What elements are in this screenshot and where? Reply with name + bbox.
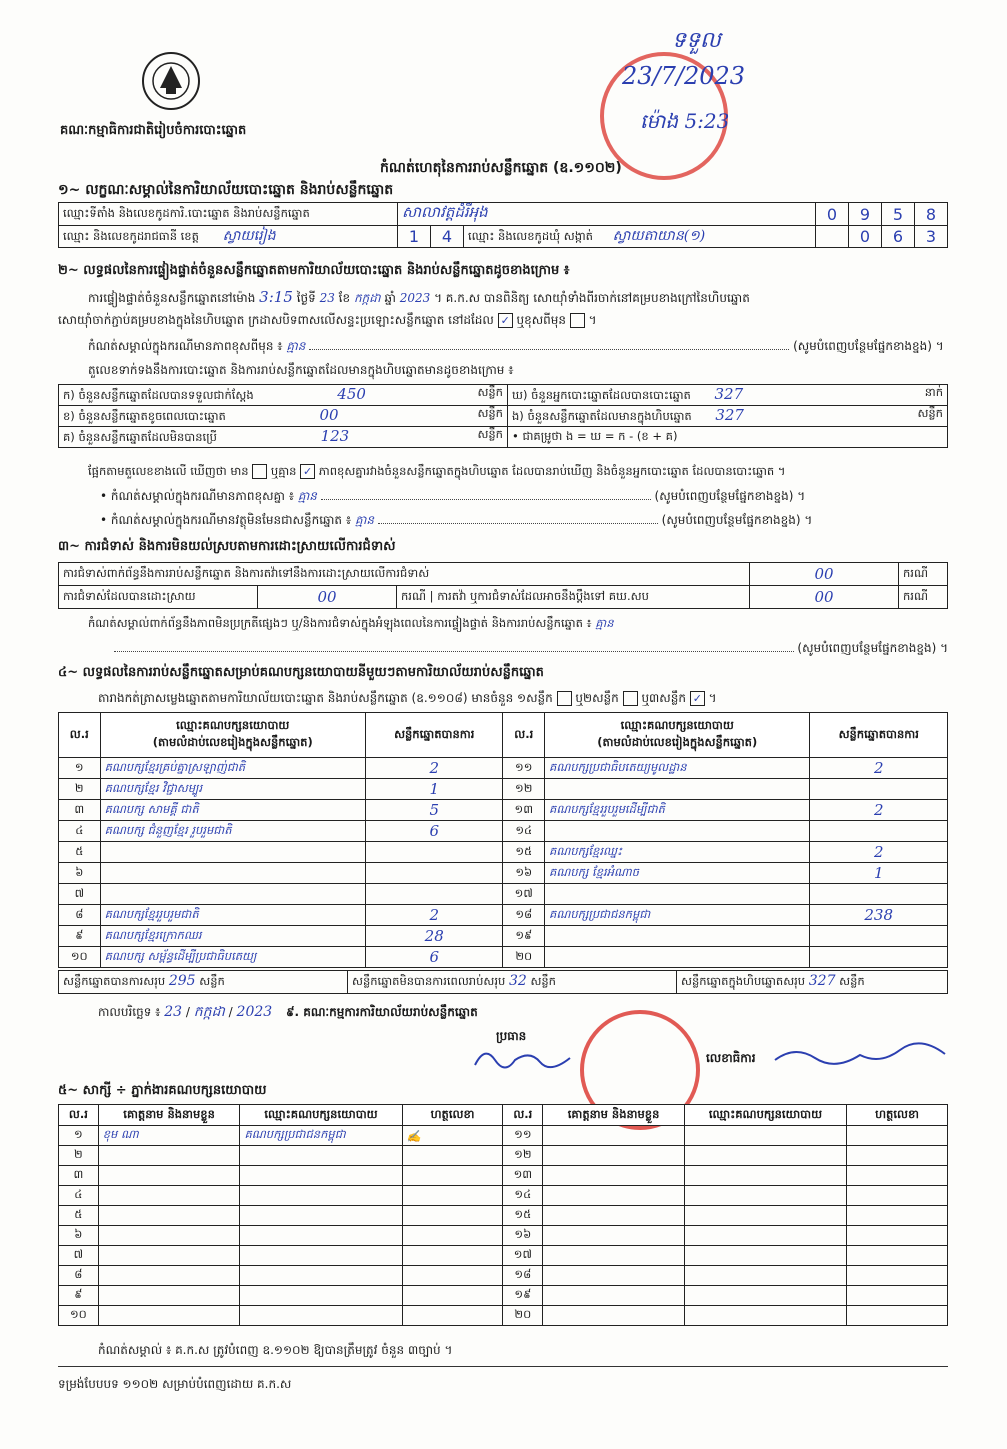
witness-no: ៧ (59, 1246, 99, 1266)
party-name (545, 926, 810, 947)
party-name (100, 884, 365, 905)
commune-value: ស្វាយតាយាន(១) (612, 228, 706, 244)
party-no: ២ (59, 779, 101, 800)
party-no: ១៨ (503, 905, 545, 926)
signing-date: កាលបរិច្ឆេទ ៖ 23 / កក្កដា / 2023 ៩. គណៈកម្មការការិយាល័យរាប់សន្លឹកឆ្នោត (98, 1004, 478, 1020)
location-code-2: 9 (849, 203, 882, 226)
party-votes: 28 (365, 926, 503, 947)
witness-signature (402, 1166, 503, 1186)
witness-party (240, 1246, 402, 1266)
province-code-1: 1 (398, 226, 431, 248)
table-row (59, 884, 948, 905)
no-difference-checkbox[interactable]: ✓ (300, 464, 315, 479)
total-valid: សន្លឹកឆ្នោតបានការសរុប 295 សន្លឹក (59, 971, 348, 994)
complaints-table: ការជំទាស់ពាក់ព័ន្ធនឹងការរាប់សន្លឹកឆ្នោត និងការតវ៉ាទៅនឹងការដោះស្រាយលើការជំទាស់ 00 ករណី ការជំទាស់ដែលបានដោះស្រាយ 00 ករណី | ការតវ៉ា ឬការជំទាស់ដែលអាចនឹងប្តឹងទៅ គឃ.សប 00 ករណី (58, 562, 948, 609)
party-no: ៧ (59, 884, 101, 905)
witness-party (684, 1126, 846, 1146)
province-code-2: 4 (431, 226, 464, 248)
witness-no: ១ (59, 1126, 99, 1146)
witness-no: ៥ (59, 1206, 99, 1226)
complaint-appeal-value: 00 (750, 586, 899, 609)
witness-signature (847, 1206, 948, 1226)
received-date: 23/7/2023 (622, 62, 746, 90)
party-no: ៤ (59, 821, 101, 842)
table-row (59, 1166, 948, 1186)
table-row (59, 926, 948, 947)
party-name: គណបក្សខ្មែរឈ្នះ (545, 842, 810, 863)
witness-signature (847, 1166, 948, 1186)
party-no: ៩ (59, 926, 101, 947)
figures-table (58, 384, 948, 448)
witness-name (98, 1166, 240, 1186)
secretary-label: លេខាធិការ (706, 1051, 756, 1065)
committee-name: គណៈកម្មាធិការជាតិរៀបចំការបោះឆ្នោត (60, 123, 247, 138)
witness-no: ៣ (59, 1166, 99, 1186)
figure-formula: • ជាគម្រូថា ង = ឃ = ក - (ខ + គ) (508, 427, 948, 448)
witness-no: ៨ (59, 1266, 99, 1286)
party-name: គណបក្សខ្មែរ វិជ្ជាសម្បូរ (100, 779, 365, 800)
commune-code-1: 0 (849, 226, 882, 248)
has-difference-checkbox[interactable] (252, 464, 267, 479)
party-name: គណបក្សខ្មែររួបរួមដើម្បីជាតិ (545, 800, 810, 821)
province-value: ស្វាយរៀង (222, 228, 276, 244)
witness-name (98, 1226, 240, 1246)
location-code-1: 0 (816, 203, 849, 226)
party-no: ១៦ (503, 863, 545, 884)
witness-party: គណបក្សប្រជាជនកម្ពុជា (240, 1126, 402, 1146)
party-votes (810, 884, 948, 905)
difference-note-2: • កំណត់សម្គាល់ក្នុងករណីមានភាពខុសគ្នា ៖ គ្មាន (សូមបំពេញបន្ថែមផ្នែកខាងខ្នង) ។ (100, 489, 806, 503)
results-totals (58, 970, 948, 994)
witness-no: ២ (59, 1146, 99, 1166)
witness-signature: ✍ (402, 1126, 503, 1146)
witness-party (684, 1246, 846, 1266)
table-row (59, 863, 948, 884)
party-votes: 2 (365, 758, 503, 779)
party-votes (810, 947, 948, 968)
witness-name (543, 1306, 685, 1326)
party-name: គណបក្សខ្មែរក្រោកឈរ (100, 926, 365, 947)
figure-ngo: ង) ចំនួនសន្លឹកឆ្នោតដែលមានក្នុងហិបឆ្នោត 327 សន្លឹក (508, 406, 948, 427)
witness-name (543, 1286, 685, 1306)
changed-checkbox[interactable] (570, 313, 585, 328)
form-title: កំណត់ហេតុនៃការរាប់សន្លឹកឆ្នោត (ឧ.១១០២) (380, 160, 622, 176)
received-word: ទទួល (672, 28, 721, 53)
irregularity-note: កំណត់សម្គាល់ពាក់ព័ន្ធនឹងភាពមិនប្រក្រតីផ្សេងៗ ឬ/និងការជំទាស់ក្នុងអំឡុងពេលនៃការផ្ទៀងផ្ទាត់ និងការរាប់សន្លឹកឆ្នោត ៖ គ្មាន (88, 616, 614, 630)
difference-note: កំណត់សម្គាល់ក្នុងករណីមានភាពខុសពីមុន ៖ គ្មាន (សូមបំពេញបន្ថែមផ្នែកខាងខ្នង) ។ (88, 339, 944, 353)
party-name: គណបក្សខ្មែររួបរួមជាតិ (100, 905, 365, 926)
party-no: ១២ (503, 779, 545, 800)
witness-no: ៦ (59, 1226, 99, 1246)
difference-statement: ផ្អែកតាមតួលេខខាងលើ ឃើញថា មាន ឬគ្មាន ✓ ភាពខុសគ្នារវាងចំនួនសន្លឹកឆ្នោតក្នុងហិបឆ្នោត ដែលបានរាប់ឃើញ និងចំនួនអ្នកបោះឆ្នោត ដែលបានបោះឆ្នោត ។ (88, 464, 786, 478)
witness-party (684, 1206, 846, 1226)
party-votes (810, 926, 948, 947)
party-name: គណបក្សខ្មែរគ្រប់គ្នាស្រឡាញ់ជាតិ (100, 758, 365, 779)
witness-party (684, 1146, 846, 1166)
witness-signature (847, 1186, 948, 1206)
witness-no: ១០ (59, 1306, 99, 1326)
section4-title: ៤~ លទ្ធផលនៃការរាប់សន្លឹកឆ្នោតសម្រាប់គណបក្សនយោបាយនីមួយៗតាមការិយាល័យរាប់សន្លឹកឆ្នោត (58, 665, 544, 680)
party-votes: 2 (810, 758, 948, 779)
party-votes (365, 884, 503, 905)
witness-no: ២០ (503, 1306, 543, 1326)
table-row (59, 1306, 948, 1326)
witness-no: ១៨ (503, 1266, 543, 1286)
witness-party (240, 1226, 402, 1246)
witness-signature (847, 1306, 948, 1326)
section5-title: ៥~ សាក្សី ÷ ភ្នាក់ងារគណបក្សនយោបាយ (58, 1083, 267, 1098)
location-value: សាលាវត្តដំរីអុង (398, 203, 816, 226)
witness-name (543, 1246, 685, 1266)
party-no: ១៤ (503, 821, 545, 842)
same-checkbox[interactable]: ✓ (498, 313, 513, 328)
complaint-resolved-label: ការជំទាស់ដែលបានដោះស្រាយ (59, 586, 258, 609)
party-votes: 5 (365, 800, 503, 821)
witness-name (98, 1286, 240, 1306)
footer-note: កំណត់សម្គាល់ ៖ គ.ក.ស ត្រូវបំពេញ ឧ.១១០២ ឱ្យបានត្រឹមត្រូវ ចំនួន ៣ច្បាប់ ។ (98, 1343, 453, 1357)
party-name (545, 947, 810, 968)
witness-name (543, 1226, 685, 1246)
witness-signature (402, 1226, 503, 1246)
province-label: ឈ្មោះ និងលេខកូដរាជធានី ខេត្ត ស្វាយរៀង (59, 226, 398, 248)
witness-signature (402, 1146, 503, 1166)
witness-no: ៩ (59, 1286, 99, 1306)
witness-table: ល.រ គោត្តនាម និងនាមខ្លួន ឈ្មោះគណបក្សនយោបាយ ហត្ថលេខា ល.រ គោត្តនាម និងនាមខ្លួន ឈ្មោះគណបក្សនយោបាយ ហត្ថលេខា ១ ខុម ណា គណបក្សប្រជាជនកម្ពុជា ✍ ១១ ២ ១២ ៣ ១៣ ៤ ១៤ ៥ ១៥ ៦ ១៦ ៧ ១៧ ៨ ១៨ ៩ ១៩ ១០ ២០ (58, 1104, 948, 1326)
witness-no: ១២ (503, 1146, 543, 1166)
complaint-row-1-value: 00 (750, 563, 899, 586)
foreign-object-note: • កំណត់សម្គាល់ក្នុងករណីមានវត្ថុមិនមែនជាសន្លឹកឆ្នោត ៖ គ្មាន (សូមបំពេញបន្ថែមផ្នែកខាងខ្នង) ។ (100, 513, 813, 527)
party-votes (365, 863, 503, 884)
total-in-box: សន្លឹកឆ្នោតក្នុងហិបឆ្នោតសរុប 327 សន្លឹក (677, 971, 948, 994)
party-name (100, 863, 365, 884)
commune-label: ឈ្មោះ និងលេខកូដឃុំ សង្កាត់ ស្វាយតាយាន(១) (464, 226, 816, 248)
witness-signature (847, 1266, 948, 1286)
party-no: ១៧ (503, 884, 545, 905)
witness-no: ៤ (59, 1186, 99, 1206)
verify-paragraph-1: ការផ្ទៀងផ្ទាត់ចំនួនសន្លឹកឆ្នោតនៅម៉ោង 3:15 ថ្ងៃទី 23 ខែ កក្កដា ឆ្នាំ 2023 ។ គ.ក.ស បានពិនិត្យ សោយ៉ាំទាំងពីរចាក់នៅគម្របខាងក្រៅនៃហិបឆ្នោត (88, 288, 750, 306)
witness-party (240, 1306, 402, 1326)
party-no: ៨ (59, 905, 101, 926)
witness-signature (847, 1146, 948, 1166)
witness-signature (847, 1286, 948, 1306)
party-name (100, 842, 365, 863)
party-no: ១០ (59, 947, 101, 968)
party-no: ១៥ (503, 842, 545, 863)
witness-name (543, 1126, 685, 1146)
witness-name: ខុម ណា (98, 1126, 240, 1146)
witness-no: ១៣ (503, 1166, 543, 1186)
party-no: ១ (59, 758, 101, 779)
figure-ko: គ) ចំនួនសន្លឹកឆ្នោតដែលមិនបានប្រើ 123 សន្លឹក (59, 427, 508, 448)
witness-no: ១៩ (503, 1286, 543, 1306)
witness-name (98, 1146, 240, 1166)
nec-emblem-icon (140, 50, 202, 112)
footer-divider (58, 1366, 948, 1367)
three-sheets-checkbox[interactable]: ✓ (690, 691, 705, 706)
witness-party (240, 1166, 402, 1186)
witness-name (543, 1186, 685, 1206)
witness-signature (402, 1246, 503, 1266)
table-row (59, 1226, 948, 1246)
party-votes (365, 842, 503, 863)
party-name: គណបក្សប្រជាជនកម្ពុជា (545, 905, 810, 926)
location-label: ឈ្មោះទីតាំង និងលេខកូដការិ.បោះឆ្នោត និងរាប់សន្លឹកឆ្នោត (59, 203, 398, 226)
witness-no: ១៧ (503, 1246, 543, 1266)
table-row (59, 842, 948, 863)
table-row (59, 1246, 948, 1266)
witness-party (240, 1146, 402, 1166)
section3-title: ៣~ ការជំទាស់ និងការមិនយល់ស្របតាមការដោះស្រាយលើការជំទាស់ (58, 539, 396, 554)
location-code-3: 5 (882, 203, 915, 226)
witness-name (98, 1206, 240, 1226)
witness-name (543, 1166, 685, 1186)
witness-party (684, 1166, 846, 1186)
witness-party (240, 1186, 402, 1206)
party-votes: 2 (810, 842, 948, 863)
witness-signature (402, 1206, 503, 1226)
table-row (59, 758, 948, 779)
witness-name (543, 1146, 685, 1166)
complaint-row-1-label: ការជំទាស់ពាក់ព័ន្ធនឹងការរាប់សន្លឹកឆ្នោត និងការតវ៉ាទៅនឹងការដោះស្រាយលើការជំទាស់ (59, 563, 750, 586)
received-time: ម៉ោង 5:23 (640, 109, 730, 133)
complaint-appeal-label: ករណី | ការតវ៉ា ឬការជំទាស់ដែលអាចនឹងប្តឹងទៅ គឃ.សប (397, 586, 750, 609)
verify-paragraph-2: សោយ៉ាំចាក់ភ្ជាប់គម្របខាងក្នុងនៃហិបឆ្នោត ក្រដាសបិទពាសលើសន្ទះប្រឡោះសន្លឹកឆ្នោត នៅដដែល ✓ ឬខុសពីមុន ។ (58, 313, 597, 327)
commune-code-2: 6 (882, 226, 915, 248)
witness-signature (847, 1246, 948, 1266)
party-name (545, 884, 810, 905)
party-votes: 6 (365, 821, 503, 842)
table-row (59, 1146, 948, 1166)
witness-party (684, 1286, 846, 1306)
witness-party (240, 1206, 402, 1226)
chair-label: ប្រធាន (496, 1029, 527, 1043)
table-row (59, 779, 948, 800)
commune-code-3: 3 (915, 226, 948, 248)
party-no: ៣ (59, 800, 101, 821)
witness-name (98, 1186, 240, 1206)
table-row (59, 1126, 948, 1146)
witness-party (240, 1266, 402, 1286)
table-row (59, 800, 948, 821)
witness-signature (847, 1126, 948, 1146)
location-code-4: 8 (915, 203, 948, 226)
party-no: ៥ (59, 842, 101, 863)
party-name: គណបក្ស សម្ព័ន្ធដើម្បីប្រជាធិបតេយ្យ (100, 947, 365, 968)
witness-signature (402, 1286, 503, 1306)
party-name: គណបក្សប្រជាធិបតេយ្យមូលដ្ឋាន (545, 758, 810, 779)
table-row (59, 1286, 948, 1306)
party-no: ១១ (503, 758, 545, 779)
one-sheet-checkbox[interactable] (557, 691, 572, 706)
witness-signature (402, 1266, 503, 1286)
witness-no: ១៤ (503, 1186, 543, 1206)
figures-intro: តួលេខទាក់ទងនឹងការបោះឆ្នោត និងការរាប់សន្លឹកឆ្នោតដែលមានក្នុងហិបឆ្នោតមានដូចខាងក្រោម ៖ (88, 363, 514, 377)
party-votes: 1 (810, 863, 948, 884)
witness-name (98, 1246, 240, 1266)
witness-party (684, 1266, 846, 1286)
party-votes: 2 (365, 905, 503, 926)
witness-name (543, 1266, 685, 1286)
figure-ka: ក) ចំនួនសន្លឹកឆ្នោតដែលបានទទួលជាក់ស្តែង 450 សន្លឹក (59, 385, 508, 406)
witness-no: ១១ (503, 1126, 543, 1146)
table-row (59, 905, 948, 926)
witness-party (684, 1306, 846, 1326)
witness-party (240, 1286, 402, 1306)
two-sheets-checkbox[interactable] (623, 691, 638, 706)
witness-party (684, 1186, 846, 1206)
party-no: ២០ (503, 947, 545, 968)
tally-sheet-count: តារាងកត់ត្រាសម្លេងឆ្នោតតាមការិយាល័យបោះឆ្នោត និងរាប់សន្លឹកឆ្នោត (ឧ.១១០៨) មានចំនួន ១សន្លឹក ឬ២សន្លឹក ឬ៣សន្លឹក ✓ ។ (98, 691, 717, 705)
chair-signature (470, 1040, 580, 1080)
commune-code-blank (816, 226, 849, 248)
table-row (59, 1206, 948, 1226)
party-votes: 1 (365, 779, 503, 800)
section2-title: ២~ លទ្ធផលនៃការផ្ទៀងផ្ទាត់ចំនួនសន្លឹកឆ្នោតតាមការិយាល័យបោះឆ្នោត និងរាប់សន្លឹកឆ្នោតដូចខាងក្រោម ៖ (58, 263, 570, 278)
complaint-resolved-value: 00 (258, 586, 397, 609)
party-name (545, 779, 810, 800)
table-row (59, 821, 948, 842)
witness-no: ១៥ (503, 1206, 543, 1226)
party-results-table: ល.រ ឈ្មោះគណបក្សនយោបាយ (តាមលំដាប់លេខរៀងក្នុងសន្លឹកឆ្នោត) សន្លឹកឆ្នោតបានការ ល.រ ឈ្មោះគណបក្សនយោបាយ (តាមលំដាប់លេខរៀងក្នុងសន្លឹកឆ្នោត) សន្លឹកឆ្នោតបានការ ១ គណបក្សខ្មែរគ្រប់គ្នាស្រឡាញ់ជាតិ 2 ១១ គណបក្សប្រជាធិបតេយ្យមូលដ្ឋាន 2 ២ គណបក្សខ្មែរ វិជ្ជាសម្បូរ 1 ១២ ៣ គណបក្ស សាមគ្គី ជាតិ 5 ១៣ គណបក្សខ្មែររួបរួមដើម្បីជាតិ 2 ៤ គណបក្ស ជំនួញខ្មែរ រួបរួមជាតិ 6 ១៤ ៥ ១៥ គណបក្សខ្មែរឈ្នះ 2 ៦ ១៦ គណបក្ស ខ្មែរអំណាច 1 ៧ ១៧ ៨ គណបក្សខ្មែររួបរួមជាតិ 2 ១៨ គណបក្សប្រជាជនកម្ពុជា 238 ៩ គណបក្សខ្មែរក្រោកឈរ 28 ១៩ ១០ គណបក្ស សម្ព័ន្ធដើម្បីប្រជាធិបតេយ្យ 6 ២០ (58, 712, 948, 968)
witness-signature (847, 1226, 948, 1246)
irregularity-note-line: (សូមបំពេញបន្ថែមផ្នែកខាងខ្នង) ។ (58, 640, 948, 658)
witness-name (543, 1206, 685, 1226)
section1-title: ១~ លក្ខណៈសម្គាល់នៃការិយាល័យបោះឆ្នោត និងរាប់សន្លឹកឆ្នោត (58, 182, 394, 198)
party-votes (810, 779, 948, 800)
witness-signature (402, 1306, 503, 1326)
table-row (59, 1266, 948, 1286)
party-name (545, 821, 810, 842)
witness-name (98, 1306, 240, 1326)
party-votes (810, 821, 948, 842)
party-name: គណបក្ស ខ្មែរអំណាច (545, 863, 810, 884)
witness-name (98, 1266, 240, 1286)
witness-party (684, 1226, 846, 1246)
table-row (59, 1186, 948, 1206)
party-no: ១៩ (503, 926, 545, 947)
table-row (59, 947, 948, 968)
party-no: ៦ (59, 863, 101, 884)
party-name: គណបក្ស ជំនួញខ្មែរ រួបរួមជាតិ (100, 821, 365, 842)
party-votes: 6 (365, 947, 503, 968)
figure-kho: ឃ) ចំនួនអ្នកបោះឆ្នោតដែលបានបោះឆ្នោត 327 នាក់ (508, 385, 948, 406)
form-code: ទម្រង់បែបបទ ១១០២ សម្រាប់បំពេញដោយ គ.ក.ស (58, 1377, 292, 1391)
party-no: ១៣ (503, 800, 545, 821)
party-votes: 238 (810, 905, 948, 926)
party-votes: 2 (810, 800, 948, 821)
total-invalid: សន្លឹកឆ្នោតមិនបានការពេលរាប់សរុប 32 សន្លឹក (348, 971, 677, 994)
section1-table (58, 202, 948, 248)
witness-signature (402, 1186, 503, 1206)
witness-no: ១៦ (503, 1226, 543, 1246)
party-name: គណបក្ស សាមគ្គី ជាតិ (100, 800, 365, 821)
secretary-signature (770, 1040, 950, 1070)
figure-kha: ខ) ចំនួនសន្លឹកឆ្នោតខូចពេលបោះឆ្នោត 00 សន្លឹក (59, 406, 508, 427)
